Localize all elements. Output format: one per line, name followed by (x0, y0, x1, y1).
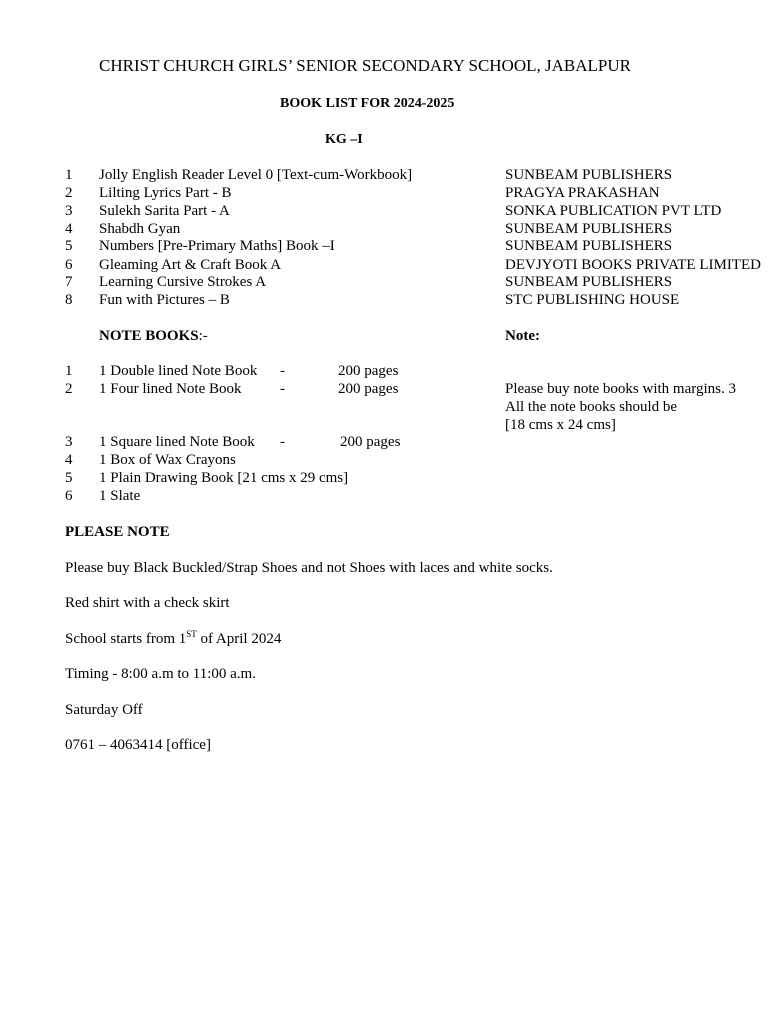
book-publisher: PRAGYA PRAKASHAN (505, 185, 660, 201)
notebook-dash: - (280, 363, 285, 379)
book-title: Lilting Lyrics Part - B (99, 185, 232, 201)
book-publisher: SUNBEAM PUBLISHERS (505, 221, 673, 237)
note-line: Please buy note books with margins. 3 (505, 381, 736, 397)
notebook-number: 2 (65, 381, 73, 397)
book-publisher: SONKA PUBLICATION PVT LTD (505, 203, 722, 219)
saturday-note: Saturday Off (65, 702, 143, 718)
book-number: 6 (65, 257, 73, 273)
note-books-heading: NOTE BOOKS:- (99, 328, 208, 344)
notebook-dash: - (280, 434, 285, 450)
book-title: Gleaming Art & Craft Book A (99, 257, 282, 273)
book-number: 2 (65, 185, 73, 201)
book-publisher: STC PUBLISHING HOUSE (505, 292, 680, 308)
notebook-pages: 200 pages (338, 381, 399, 397)
book-title: Jolly English Reader Level 0 [Text-cum-Workbook] (99, 167, 413, 183)
book-publisher: SUNBEAM PUBLISHERS (505, 167, 673, 183)
book-number: 5 (65, 238, 73, 254)
book-number: 4 (65, 221, 73, 237)
book-title: Shabdh Gyan (99, 221, 181, 237)
book-number: 1 (65, 167, 73, 183)
shoes-note: Please buy Black Buckled/Strap Shoes and not Shoes with laces and white socks. (65, 560, 553, 576)
notebook-item: 1 Four lined Note Book (99, 381, 242, 397)
book-publisher: SUNBEAM PUBLISHERS (505, 274, 673, 290)
notebook-number: 1 (65, 363, 73, 379)
book-title: Numbers [Pre-Primary Maths] Book –I (99, 238, 335, 254)
notebook-pages: 200 pages (340, 434, 401, 450)
uniform-note: Red shirt with a check skirt (65, 595, 230, 611)
note-line: [18 cms x 24 cms] (505, 417, 616, 433)
note-line: All the note books should be (505, 399, 678, 415)
school-name: CHRIST CHURCH GIRLS’ SENIOR SECONDARY SCHOOL, JABALPUR (99, 56, 631, 75)
book-publisher: SUNBEAM PUBLISHERS (505, 238, 673, 254)
notebook-item: 1 Double lined Note Book (99, 363, 258, 379)
notebook-item: 1 Slate (99, 488, 141, 504)
book-list-title: BOOK LIST FOR 2024-2025 (280, 96, 455, 111)
book-title: Sulekh Sarita Part - A (99, 203, 230, 219)
school-start-note: School starts from 1ST of April 2024 (65, 629, 282, 647)
notebook-item: 1 Box of Wax Crayons (99, 452, 236, 468)
notebook-item: 1 Square lined Note Book (99, 434, 255, 450)
office-phone: 0761 – 4063414 [office] (65, 737, 211, 753)
book-number: 8 (65, 292, 73, 308)
notebook-number: 5 (65, 470, 73, 486)
book-title: Learning Cursive Strokes A (99, 274, 267, 290)
notebook-number: 3 (65, 434, 73, 450)
notebook-pages: 200 pages (338, 363, 399, 379)
book-title: Fun with Pictures – B (99, 292, 230, 308)
notebook-number: 4 (65, 452, 73, 468)
notebook-item: 1 Plain Drawing Book [21 cms x 29 cms] (99, 470, 349, 486)
notebook-dash: - (280, 381, 285, 397)
notebook-number: 6 (65, 488, 73, 504)
note-heading: Note: (505, 328, 540, 344)
book-publisher: DEVJYOTI BOOKS PRIVATE LIMITED (505, 257, 761, 273)
please-note-heading: PLEASE NOTE (65, 524, 170, 540)
book-number: 3 (65, 203, 73, 219)
book-number: 7 (65, 274, 73, 290)
timing-note: Timing - 8:00 a.m to 11:00 a.m. (65, 666, 256, 682)
class-title: KG –I (325, 132, 363, 147)
